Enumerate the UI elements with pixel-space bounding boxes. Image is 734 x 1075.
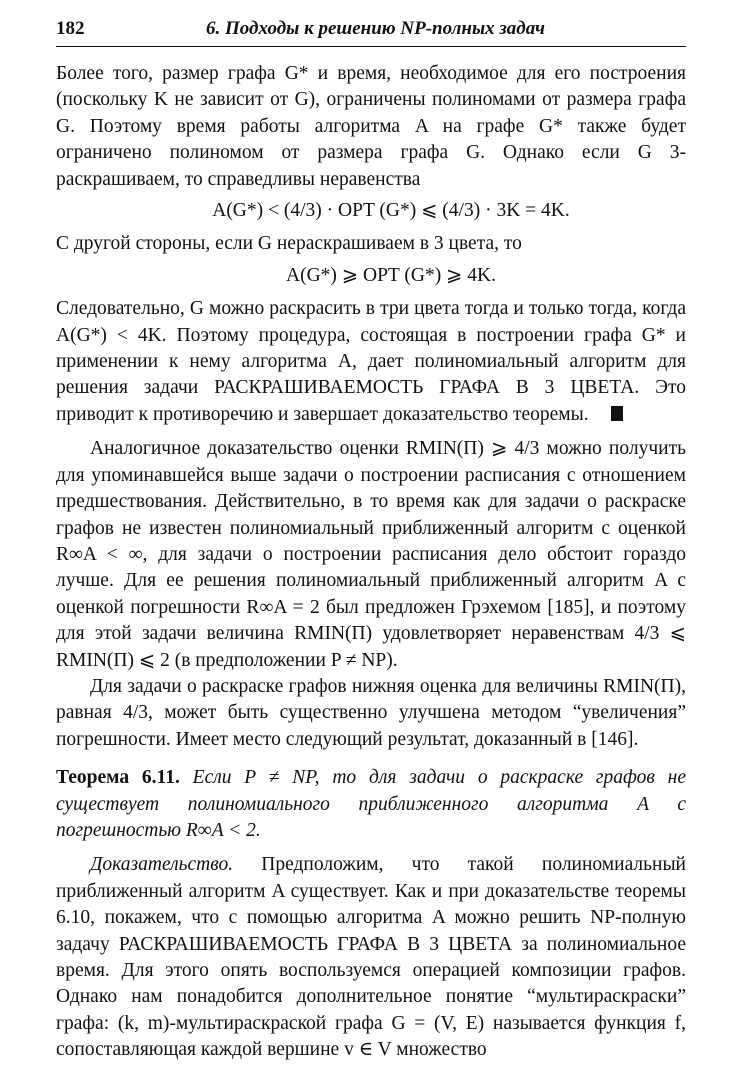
running-title: 6. Подходы к решению NP-полных задач [206,18,545,39]
paragraph-proof [56,852,686,1063]
running-header [56,18,686,47]
paragraph-scheduling: Аналогичное доказательство оценки RMIN(Π) ⩾ 4/3 можно получить для упоминавшейся выше задачи о построении расписания с отношением предшествования. Действительно, в то время как для задачи о раскраске графов не известен полиномиальный приближенный алгоритм с оценкой R∞A < ∞, для задачи о построении расписания дело обстоит гораздо лучше. Для ее решения полиномиальный приближенный алгоритм A с оценкой погрешности R∞A = 2 был предложен Грэхемом [185], и поэтому для этой задачи величина RMIN(Π) удовлетворяет неравенствам 4/3 ⩽ RMIN(Π) ⩽ 2 (в предположении P ≠ NP). [56,438,686,671]
formula-upper-bound: A(G*) < (4/3) · OPT (G*) ⩽ (4/3) · 3K = 4K. [212,200,570,222]
theorem-6-11 [56,765,686,844]
page-number: 182 [56,18,85,39]
paragraph-other-side: С другой стороны, если G нераскрашиваем в 3 цвета, то [56,233,522,255]
proof-label: Доказательство. [90,854,234,876]
paragraph-conclusion [56,296,686,428]
qed-square-icon [611,406,623,421]
paragraph-coloring-bound: Для задачи о раскраске графов нижняя оценка для величины RMIN(Π), равная 4/3, может быть существенно улучшена методом “увеличения” погрешности. Имеет место следующий результат, доказанный в [146]. [56,675,686,750]
conclusion-text: Следовательно, G можно раскрасить в три цвета тогда и только тогда, когда A(G*) < 4K. Поэтому процедура, состоящая в построении графа G* и применении к нему алгоритма A, дает полиномиальный алгоритм для решения задачи РАСКРАШИВАЕМОСТЬ ГРАФА В 3 ЦВЕТА. Это приводит к противоречию и завершает доказательство теоремы. [56,298,686,425]
theorem-statement: Если P ≠ NP, то для задачи о раскраске графов не существует полиномиального приближенного алгоритма A с погрешностью R∞A < 2. [56,767,686,841]
proof-text: Предположим, что такой полиномиальный приближенный алгоритм A существует. Как и при доказательстве теоремы 6.10, покажем, что с помощью алгоритма A можно решить NP-полную задачу РАСКРАШИВАЕМОСТЬ ГРАФА В 3 ЦВЕТА за полиномиальное время. Для этого опять воспользуемся операцией композиции графов. Однако нам понадобится дополнительное понятие “мультираскраски” графа: (k, m)-мультираскраской графа G = (V, E) называется функция f, сопоставляющая каждой вершине v ∈ V множество [56,854,686,1061]
theorem-label: Теорема 6.11. [56,767,180,789]
formula-lower-bound: A(G*) ⩾ OPT (G*) ⩾ 4K. [286,264,496,286]
paragraph-graph-size: Более того, размер графа G* и время, необходимое для его построения (поскольку K не зависит от G), ограничены полиномами от размера графа G. Поэтому время работы алгоритма A на графе G* также будет ограничено полиномом от размера графа G. Однако если G 3-раскрашиваем, то справедливы неравенства [56,63,686,190]
book-page [56,18,686,1064]
